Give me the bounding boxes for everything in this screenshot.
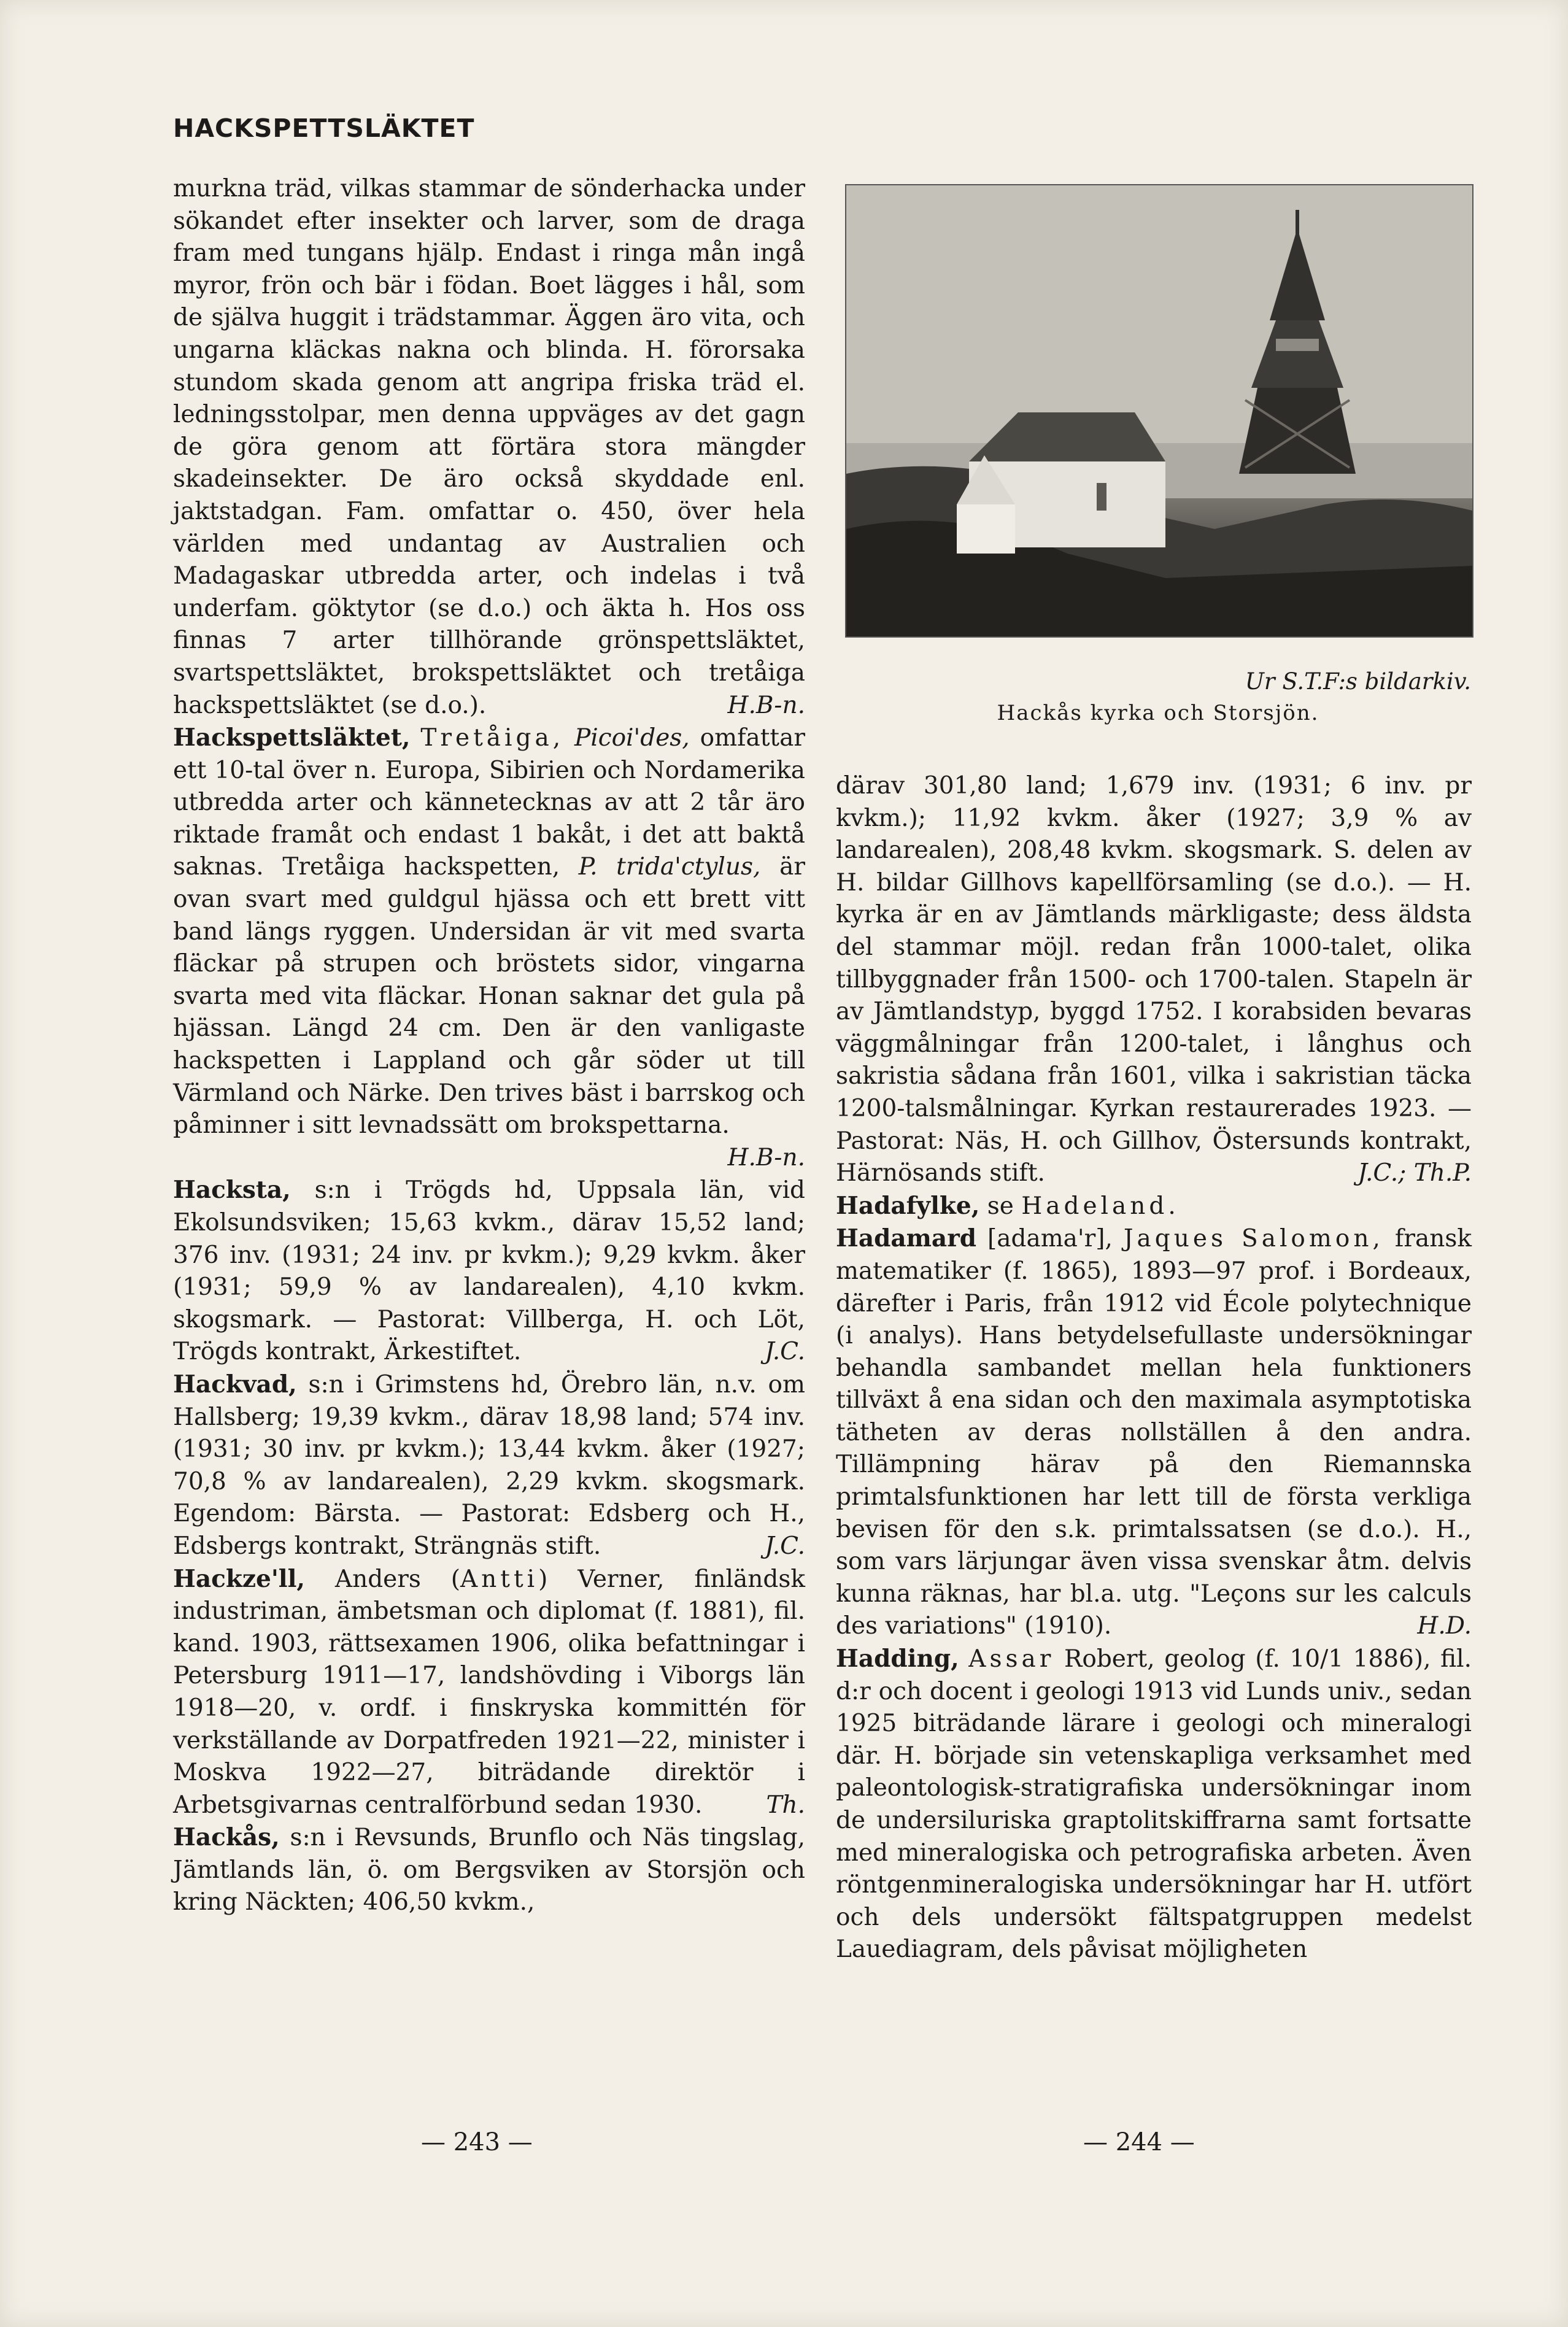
photo-credit: Ur S.T.F:s bildarkiv. [1245, 668, 1471, 695]
entry-hadafylke: Hadafylke, se Hadeland. [836, 1191, 1180, 1220]
page-number-right: — 244 — [1083, 2128, 1195, 2156]
signature: H.B-n. [727, 1143, 805, 1171]
signature: Th. [766, 1791, 805, 1819]
signature: H.B-n. [727, 691, 805, 719]
page-number-left: — 243 — [421, 2128, 533, 2156]
signature: J.C.; Th.P. [1358, 1159, 1472, 1187]
church-figure [845, 184, 1471, 725]
church-illustration [846, 185, 1472, 636]
entry-hackvad: Hackvad, s:n i Grimstens hd, Örebro län, n.v. om Hallsberg; 19,39 kvkm., därav 18,98 land; 574 inv. (1931; 30 inv. pr kvkm.); 13,44 kvkm. åker (1927; 70,8 % av landarealen), 2,29 kvkm. skogsmark. Egendom: Bärsta. — Pastorat: Edsberg och H., Edsbergs kontrakt, Strängnäs stift. J.C. [173, 1368, 805, 1563]
entry-hadding: Hadding, Assar Robert, geolog (f. 10/1 1886), fil. d:r och docent i geologi 1913 vid Lunds univ., sedan 1925 biträdande lärare i geologi och mineralogi där. H. började sin vetenskapliga verksamhet med paleontologisk-stratigrafiska undersökningar inom de undersiluriska graptolitskiffrarna samt fortsatte med mineralogiska och petrografiska arbeten. Även röntgenmineralogiska undersökningar har H. utfört och dels undersökt fältspatgruppen medelst Lauediagram, dels påvisat möjligheten [836, 1645, 1472, 1964]
entry-hackas-continued: därav 301,80 land; 1,679 inv. (1931; 6 inv. pr kvkm.); 11,92 kvkm. åker (1927; 3,9 % av landarealen), 208,48 kvkm. skogsmark. S. delen av H. bildar Gillhovs kapellförsamling (se d.o.). — H. kyrka är en av Jämtlands märkligaste; dess äldsta del stammar möjl. redan från 1000-talet, olika tillbyggnader från 1500- och 1700-talen. Stapeln är av Jämtlandstyp, byggd 1752. I korabsiden bevaras väggmålningar från 1200-talet, i långhus och sakristia sådana från 1601, vilka i sakristian täcka 1200-talsmålningar. Kyrkan restaurerades 1923. — Pastorat: Näs, H. och Gillhov, Östersunds kontrakt, Härnösands stift. J.C.; Th.P. [836, 770, 1472, 1190]
entry-hacksta: Hacksta, s:n i Trögds hd, Uppsala län, vid Ekolsundsviken; 15,63 kvkm., därav 15,52 land; 376 inv. (1931; 24 inv. pr kvkm.); 9,29 kvkm. åker (1931; 59,9 % av landarealen), 4,10 kvkm. skogsmark. — Pastorat: Villberga, H. och Löt, Trögds kontrakt, Ärkestiftet. J.C. [173, 1174, 805, 1368]
entry-hadamard: Hadamard [adama'r], Jaques Salomon, fransk matematiker (f. 1865), 1893—97 prof. i Bordeaux, därefter i Paris, från 1912 vid École polytechnique (i analys). Hans betydelsefullaste undersökningar behandla sambandet mellan hela funktioners tillväxt å ena sidan och den maximala asymptotiska tätheten av deras nollställen å den andra. Tillämpning härav på den Riemannska primtalsfunktionen har lett till de första verkliga bevisen för den s.k. primtalssatsen (se d.o.). H., som vars lärjungar även vissa svenskar åtm. delvis kunna räknas, har bl.a. utg. "Leçons sur les calculs des variations" (1910). H.D. [836, 1222, 1472, 1643]
entry-hackzell: Hackze'll, Anders (Antti) Verner, finländsk industriman, ämbetsman och diplomat (f. 1881), fil. kand. 1903, rättsexamen 1906, olika befattningar i Petersburg 1911—17, landshövding i Viborgs län 1918—20, v. ordf. i finskryska kommittén för verkställande av Dorpatfreden 1921—22, minister i Moskva 1922—27, biträdande direktör i Arbetsgivarnas centralförbund sedan 1930. Th. [173, 1563, 805, 1822]
entry-hackspettar-continued: murkna träd, vilkas stammar de sönderhacka under sökandet efter insekter och larver, som de draga fram med tungans hjälp. Endast i ringa mån ingå myror, frön och bär i födan. Boet lägges i hål, som de själva huggit i trädstammar. Äggen äro vita, och ungarna kläckas nakna och blinda. H. förorsaka stundom skada genom att angripa friska träd el. ledningsstolpar, men denna uppväges av det gagn de göra genom att förtära stora mängder skadeinsekter. De äro också skyddade enl. jaktstadgan. Fam. omfattar o. 450, över hela världen med undantag av Australien och Madagaskar utbredda arter, och indelas i två underfam. göktytor (se d.o.) och äkta h. Hos oss finnas 7 arter tillhörande grönspettsläktet, svartspettsläktet, brokspettsläktet och tretåiga hackspettsläktet (se d.o.). H.B-n. [173, 173, 805, 722]
headword: Hackspettsläktet, [173, 724, 411, 752]
signature: J.C. [765, 1532, 805, 1560]
entry-hackas: Hackås, s:n i Revsunds, Brunflo och Näs tingslag, Jämtlands län, ö. om Bergsviken av Storsjön och kring Näckten; 406,50 kvkm., [173, 1823, 805, 1916]
headword: Hadamard [836, 1224, 977, 1253]
headword: Hackze'll, [173, 1564, 305, 1593]
photo-caption: Hackås kyrka och Storsjön. [997, 701, 1319, 725]
entry-hackspettslaktet: Hackspettsläktet, Tretåiga, Picoi'des, omfattar ett 10-tal över n. Europa, Sibirien och Nordamerika utbredda arter och kännetecknas av att 2 tår äro riktade framåt och endast 1 bakåt, i det att baktå saknas. Tretåiga hackspetten, P. trida'ctylus, är ovan svart med guldgul hjässa och ett brett vitt band längs ryggen. Undersidan är vit med svarta fläckar på strupen och bröstets sidor, vingarna svarta med vita fläckar. Honan saknar det gula på hjässan. Längd 24 cm. Den är den vanligaste hackspetten i Lappland och går söder ut till Värmland och Närke. Den trives bäst i barrskog och påminner i sitt levnadssätt om brokspettarna. H.B-n. [173, 722, 805, 1142]
signature: J.C. [765, 1338, 805, 1366]
headword: Hadding, [836, 1645, 959, 1673]
left-column [173, 173, 805, 1919]
right-column [836, 770, 1472, 1966]
headword: Hacksta, [173, 1176, 291, 1205]
running-title: HACKSPETTSLÄKTET [173, 114, 475, 143]
church-photo [845, 184, 1473, 638]
signature: H.D. [1417, 1612, 1472, 1640]
headword: Hadafylke, [836, 1191, 980, 1220]
headword: Hackvad, [173, 1370, 297, 1399]
headword: Hackås, [173, 1823, 280, 1852]
